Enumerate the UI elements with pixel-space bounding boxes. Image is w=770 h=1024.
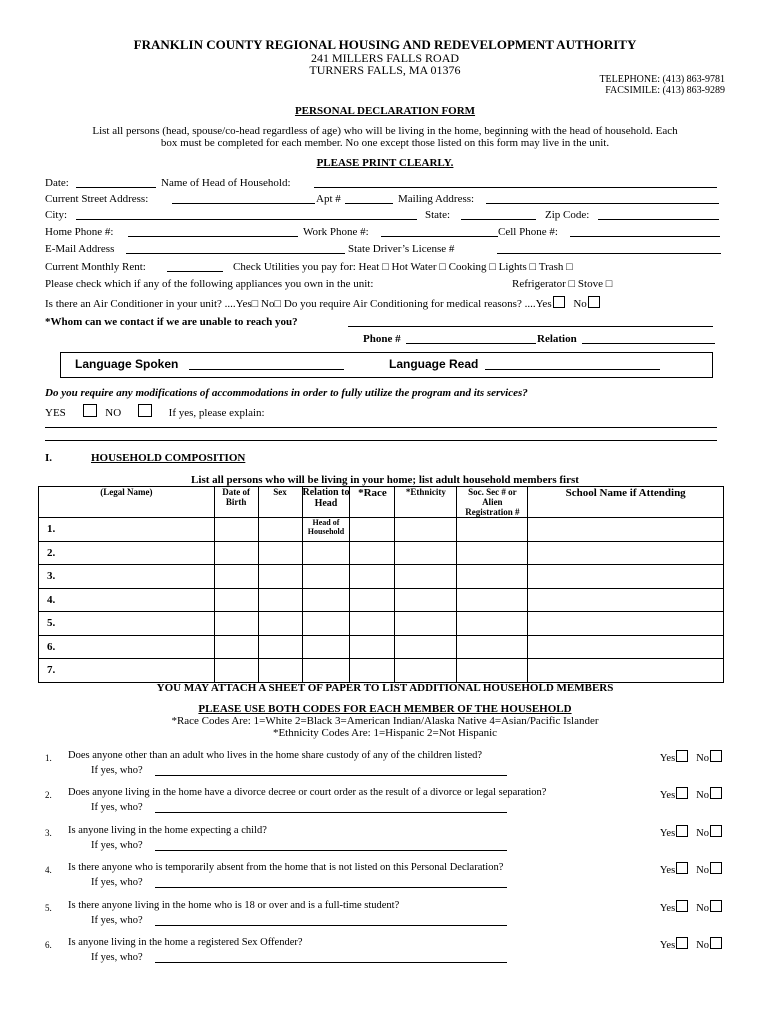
head-name-field[interactable]	[314, 187, 717, 188]
cell-phone-label: Cell Phone #:	[498, 226, 558, 238]
language-spoken-label: Language Spoken	[75, 357, 179, 371]
table-cell[interactable]	[214, 635, 258, 659]
apt-label: Apt #	[316, 193, 341, 205]
table-cell[interactable]	[302, 635, 350, 659]
table-cell[interactable]	[214, 612, 258, 636]
org-name: FRANKLIN COUNTY REGIONAL HOUSING AND REDEVELOPMENT AUTHORITY	[133, 37, 637, 52]
table-cell[interactable]	[350, 635, 395, 659]
col-sex: Sex	[258, 487, 302, 518]
form-title: PERSONAL DECLARATION FORM	[294, 105, 476, 117]
question-text: Is there anyone living in the home who is 18 or over and is a full-time student?	[68, 900, 400, 911]
question-text: Does anyone other than an adult who lives in the home share custody of any of the children listed?	[68, 750, 483, 761]
table-cell[interactable]	[457, 612, 528, 636]
question-answer	[660, 787, 722, 801]
table-cell[interactable]	[457, 659, 528, 683]
city-field[interactable]	[76, 219, 417, 220]
col-dob: Date of Birth	[214, 487, 258, 518]
license-label: State Driver’s License #	[348, 243, 455, 255]
no-label: No	[696, 753, 709, 764]
row-number: 4.	[39, 588, 215, 612]
table-cell[interactable]	[258, 612, 302, 636]
table-cell[interactable]	[528, 565, 724, 589]
yes-label: Yes	[659, 940, 676, 951]
state-label: State:	[425, 209, 451, 221]
rent-label: Current Monthly Rent:	[45, 261, 146, 273]
section-title: HOUSEHOLD COMPOSITION	[91, 452, 246, 464]
accommodation-no-label: NO	[105, 407, 122, 419]
question-number: 6.	[45, 940, 52, 950]
accommodation-explain-label: If yes, please explain:	[168, 407, 265, 419]
question-number: 1.	[45, 753, 52, 763]
table-cell[interactable]	[350, 659, 395, 683]
no-checkbox[interactable]	[710, 937, 722, 949]
yes-checkbox[interactable]	[676, 862, 688, 874]
phone-label: Phone #	[363, 333, 401, 345]
table-cell[interactable]	[528, 635, 724, 659]
table-cell[interactable]	[258, 588, 302, 612]
utilities-checklist[interactable]: Check Utilities you pay for: Heat □ Hot Water □ Cooking □ Lights □ Trash □	[233, 261, 573, 273]
row-number: 7.	[39, 659, 215, 683]
language-spoken-field[interactable]	[189, 369, 344, 370]
no-label: No	[696, 865, 709, 876]
table-cell[interactable]	[528, 518, 724, 542]
table-cell[interactable]	[214, 659, 258, 683]
table-cell[interactable]	[457, 588, 528, 612]
language-box	[60, 352, 713, 378]
table-cell[interactable]	[350, 588, 395, 612]
question-text: Is anyone living in the home expecting a child?	[68, 825, 267, 836]
no-checkbox[interactable]	[710, 900, 722, 912]
followup-label: If yes, who?	[91, 765, 143, 776]
table-cell[interactable]	[214, 518, 258, 542]
mailing-label: Mailing Address:	[398, 193, 475, 205]
mailing-field[interactable]	[486, 203, 719, 204]
contact-relation-field[interactable]	[582, 343, 715, 344]
table-cell[interactable]	[258, 659, 302, 683]
appliances-label: Please check which if any of the following appliances you own in the unit:	[45, 278, 374, 290]
no-checkbox[interactable]	[710, 750, 722, 762]
question-text: Is anyone living in the home a registered Sex Offender?	[68, 937, 303, 948]
apt-field[interactable]	[345, 203, 393, 204]
home-phone-label: Home Phone #:	[45, 226, 114, 238]
ethnicity-codes: *Ethnicity Codes Are: 1=Hispanic 2=Not Hispanic	[272, 727, 498, 739]
row-number: 6.	[39, 635, 215, 659]
table-cell[interactable]	[302, 565, 350, 589]
accommodation-question: Do you require any modifications of accommodations in order to fully utilize the program and its services?	[45, 387, 528, 399]
accommodation-no-checkbox[interactable]	[138, 404, 152, 417]
zip-label: Zip Code:	[545, 209, 590, 221]
table-cell[interactable]	[528, 541, 724, 565]
row-number: 5.	[39, 612, 215, 636]
city-label: City:	[45, 209, 68, 221]
zip-field[interactable]	[598, 219, 719, 220]
followup-field[interactable]	[155, 962, 507, 963]
row-number: 2.	[39, 541, 215, 565]
table-cell[interactable]	[395, 588, 457, 612]
table-cell[interactable]	[350, 518, 395, 542]
explain-line-2[interactable]	[45, 440, 717, 441]
no-label: No	[696, 790, 709, 801]
telephone: TELEPHONE: (413) 863-9781	[599, 74, 725, 85]
section-number: I.	[45, 452, 53, 464]
contact-phone-field[interactable]	[406, 343, 536, 344]
question-number: 4.	[45, 865, 52, 875]
address-line-1: 241 MILLERS FALLS ROAD	[310, 51, 460, 65]
yes-checkbox[interactable]	[676, 787, 688, 799]
no-label: No	[696, 903, 709, 914]
work-phone-field[interactable]	[381, 236, 498, 237]
attach-note: YOU MAY ATTACH A SHEET OF PAPER TO LIST ADDITIONAL HOUSEHOLD MEMBERS	[156, 682, 614, 694]
followup-field[interactable]	[155, 812, 507, 813]
address-line-2: TURNERS FALLS, MA 01376	[309, 63, 461, 77]
followup-field[interactable]	[155, 925, 507, 926]
date-label: Date:	[45, 177, 69, 189]
table-cell[interactable]	[395, 635, 457, 659]
email-field[interactable]	[126, 253, 345, 254]
street-field[interactable]	[172, 203, 315, 204]
followup-label: If yes, who?	[91, 952, 143, 963]
contact-label: *Whom can we contact if we are unable to reach you?	[45, 316, 298, 328]
col-school: School Name if Attending	[528, 487, 724, 518]
yes-label: Yes	[659, 753, 676, 764]
question-text: Does anyone living in the home have a divorce decree or court order as the result of a divorce or legal separation?	[68, 787, 547, 798]
no-checkbox[interactable]	[710, 787, 722, 799]
table-cell[interactable]	[214, 588, 258, 612]
state-field[interactable]	[461, 219, 536, 220]
home-phone-field[interactable]	[128, 236, 298, 237]
language-read-label: Language Read	[389, 357, 479, 371]
followup-label: If yes, who?	[91, 877, 143, 888]
table-cell[interactable]	[457, 565, 528, 589]
household-table	[38, 486, 724, 683]
yes-checkbox[interactable]	[676, 750, 688, 762]
no-checkbox[interactable]	[710, 825, 722, 837]
accommodation-yes-label: YES	[45, 407, 66, 419]
appliance-options[interactable]: Refrigerator □ Stove □	[512, 278, 613, 290]
ac-medical-yes-checkbox[interactable]	[553, 296, 565, 308]
table-cell[interactable]	[457, 518, 528, 542]
question-number: 3.	[45, 828, 52, 838]
table-cell[interactable]	[302, 588, 350, 612]
yes-label: Yes	[659, 828, 676, 839]
col-race: *Race	[350, 487, 395, 518]
intro-line-2: box must be completed for each member. No one except those listed on this form may live in the unit.	[160, 137, 610, 149]
head-name-label: Name of Head of Household:	[161, 177, 291, 189]
rent-field[interactable]	[167, 271, 223, 272]
table-cell[interactable]	[528, 659, 724, 683]
followup-field[interactable]	[155, 850, 507, 851]
row-number: 3.	[39, 565, 215, 589]
yes-checkbox[interactable]	[676, 900, 688, 912]
street-label: Current Street Address:	[45, 193, 149, 205]
date-field[interactable]	[76, 187, 156, 188]
table-cell[interactable]	[258, 541, 302, 565]
section-subtitle: List all persons who will be living in your home; list adult household members first	[191, 474, 579, 486]
no-checkbox[interactable]	[710, 862, 722, 874]
table-cell[interactable]	[214, 565, 258, 589]
question-number: 5.	[45, 903, 52, 913]
license-field[interactable]	[497, 253, 721, 254]
table-cell[interactable]	[395, 612, 457, 636]
table-cell[interactable]	[395, 659, 457, 683]
codes-title: PLEASE USE BOTH CODES FOR EACH MEMBER OF THE HOUSEHOLD	[198, 703, 572, 715]
yes-label: Yes	[659, 865, 676, 876]
question-answer	[660, 900, 722, 914]
col-ethnicity: *Ethnicity	[395, 487, 457, 518]
followup-label: If yes, who?	[91, 840, 143, 851]
question-answer	[660, 750, 722, 764]
accommodation-yes-checkbox[interactable]	[83, 404, 97, 417]
question-answer	[660, 825, 722, 839]
followup-label: If yes, who?	[91, 802, 143, 813]
col-legal-name: (Legal Name)	[39, 487, 215, 518]
language-read-field[interactable]	[485, 369, 660, 370]
yes-checkbox[interactable]	[676, 937, 688, 949]
question-answer	[660, 937, 722, 951]
question-number: 2.	[45, 790, 52, 800]
row-number: 1.	[39, 518, 215, 542]
table-cell[interactable]	[350, 541, 395, 565]
yes-label: Yes	[659, 790, 676, 801]
table-cell[interactable]	[528, 612, 724, 636]
table-cell[interactable]	[457, 541, 528, 565]
table-cell[interactable]	[302, 659, 350, 683]
print-clearly: PLEASE PRINT CLEARLY.	[316, 157, 454, 169]
yes-checkbox[interactable]	[676, 825, 688, 837]
cell-phone-field[interactable]	[570, 236, 720, 237]
table-cell[interactable]	[258, 635, 302, 659]
table-cell[interactable]	[350, 612, 395, 636]
no-label: No	[696, 940, 709, 951]
relation-label: Relation	[537, 333, 577, 345]
table-cell[interactable]	[302, 541, 350, 565]
col-ssn: Soc. Sec # or Alien Registration #	[457, 487, 528, 518]
yes-label: Yes	[659, 903, 676, 914]
email-label: E-Mail Address	[45, 243, 115, 255]
table-cell[interactable]	[395, 518, 457, 542]
no-label: No	[696, 828, 709, 839]
head-of-household-cell: Head of Household	[302, 518, 350, 542]
followup-field[interactable]	[155, 775, 507, 776]
ac-question: Is there an Air Conditioner in your unit? ....Yes□ No□ Do you require Air Conditioning for medical reasons? ....Yes	[45, 298, 552, 310]
table-cell[interactable]	[302, 612, 350, 636]
facsimile: FACSIMILE: (413) 863-9289	[605, 85, 725, 96]
col-relation: Relation to Head	[302, 487, 350, 518]
table-cell[interactable]	[350, 565, 395, 589]
ac-no-label: No	[573, 298, 587, 310]
question-text: Is there anyone who is temporarily absent from the home that is not listed on this Personal Declaration?	[68, 862, 504, 873]
table-cell[interactable]	[258, 565, 302, 589]
table-cell[interactable]	[214, 541, 258, 565]
table-cell[interactable]	[457, 635, 528, 659]
explain-line-1[interactable]	[45, 427, 717, 428]
ac-medical-no-checkbox[interactable]	[588, 296, 600, 308]
table-cell[interactable]	[395, 541, 457, 565]
work-phone-label: Work Phone #:	[303, 226, 369, 238]
intro-line-1: List all persons (head, spouse/co-head regardless of age) who will be living in the home, beginning with the head of household. Each	[92, 125, 678, 137]
table-cell[interactable]	[258, 518, 302, 542]
question-answer	[660, 862, 722, 876]
followup-label: If yes, who?	[91, 915, 143, 926]
race-codes: *Race Codes Are: 1=White 2=Black 3=American Indian/Alaska Native 4=Asian/Pacific Islander	[171, 715, 599, 727]
table-cell[interactable]	[528, 588, 724, 612]
followup-field[interactable]	[155, 887, 507, 888]
table-cell[interactable]	[395, 565, 457, 589]
contact-field[interactable]	[348, 326, 713, 327]
